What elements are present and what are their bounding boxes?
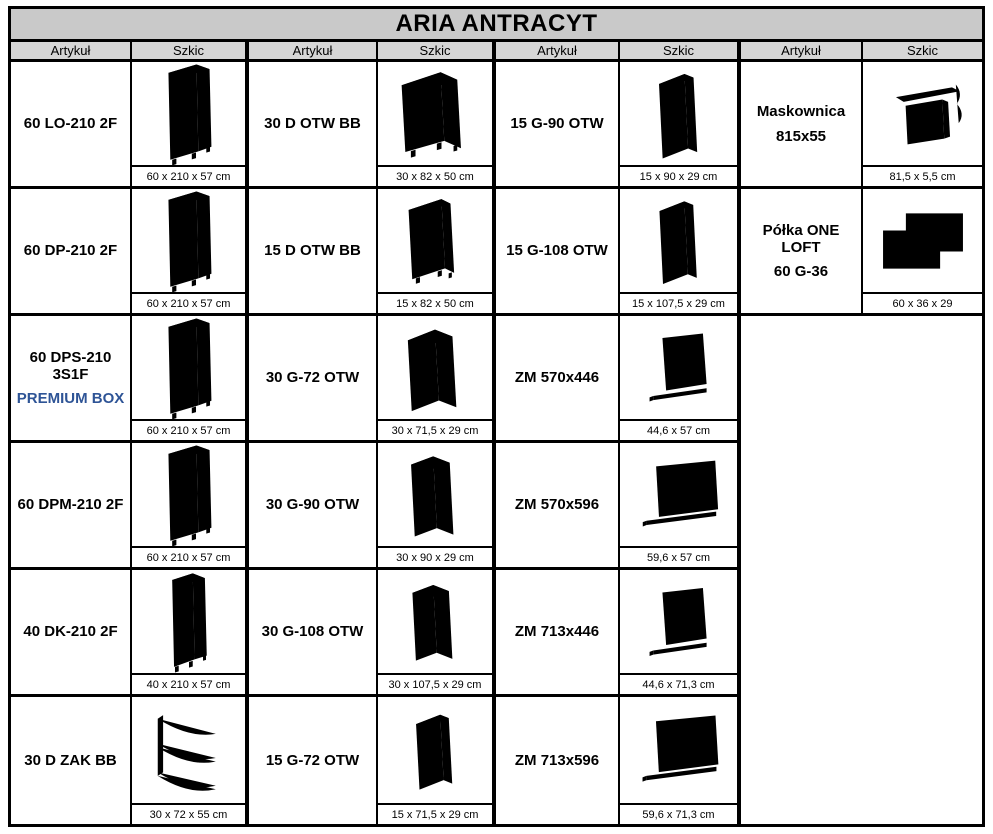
tall-cabinet-sketch-icon — [158, 62, 220, 171]
sketch-dimensions: 60 x 36 x 29 — [863, 292, 982, 313]
article-code: 60 DPS-210 3S1F — [29, 348, 112, 383]
article-code-line2: 815x55 — [775, 127, 827, 145]
article-cell — [249, 697, 378, 824]
sketch-cell — [378, 443, 496, 570]
sketch-cell — [620, 443, 741, 570]
sketch-area — [378, 316, 492, 419]
sketch-area — [378, 443, 492, 546]
frame-shelf-sketch-icon — [869, 202, 977, 280]
sketch-cell — [620, 316, 741, 443]
sketch-dimensions: 15 x 107,5 x 29 cm — [620, 292, 737, 313]
sketch-dimensions: 40 x 210 x 57 cm — [132, 673, 245, 694]
article-cell — [249, 443, 378, 570]
cover-strip-sketch-icon — [867, 65, 979, 162]
sketch-dimensions: 44,6 x 71,3 cm — [620, 673, 737, 694]
sketch-area — [620, 570, 737, 673]
article-cell — [11, 570, 132, 697]
article-code-line2: 60 G-36 — [773, 263, 829, 281]
column-header-artykul-2: Artykuł — [249, 42, 378, 62]
article-cell — [496, 62, 620, 189]
column-header-szkic-3: Szkic — [620, 42, 741, 62]
article-code: 30 D ZAK BB — [24, 751, 117, 769]
appliance-panel-wide-sketch-icon — [631, 454, 727, 536]
sketch-dimensions: 60 x 210 x 57 cm — [132, 165, 245, 186]
column-header-szkic-2: Szkic — [378, 42, 496, 62]
sketch-area — [620, 316, 737, 419]
sketch-area — [620, 189, 737, 292]
sketch-dimensions: 30 x 71,5 x 29 cm — [378, 419, 492, 440]
corner-open-shelf-sketch-icon — [143, 700, 235, 800]
sketch-cell — [132, 62, 249, 189]
sketch-dimensions: 59,6 x 71,3 cm — [620, 803, 737, 824]
sketch-cell — [378, 697, 496, 824]
article-code: ZM 713x446 — [514, 623, 600, 641]
article-cell — [11, 189, 132, 316]
sketch-area — [863, 189, 982, 292]
sketch-cell — [378, 316, 496, 443]
sketch-dimensions: 30 x 72 x 55 cm — [132, 803, 245, 824]
article-premium-label: PREMIUM BOX — [16, 390, 125, 408]
article-cell — [11, 443, 132, 570]
article-code: 15 G-108 OTW — [506, 242, 608, 260]
base-open-cabinet-narrow-sketch-icon — [394, 190, 476, 292]
catalog-table — [8, 42, 985, 827]
sketch-area — [378, 697, 492, 803]
sketch-cell — [378, 62, 496, 189]
wall-open-cabinet-3-sketch-icon — [396, 319, 474, 416]
article-code: 30 G-108 OTW — [261, 623, 364, 641]
sketch-area — [132, 570, 245, 673]
article-code: Maskownica — [756, 103, 846, 121]
sketch-area — [132, 316, 245, 419]
article-cell — [496, 570, 620, 697]
sketch-cell — [620, 697, 741, 824]
article-code: 60 LO-210 2F — [23, 115, 118, 133]
sketch-dimensions: 30 x 90 x 29 cm — [378, 546, 492, 567]
article-cell — [741, 189, 863, 316]
sketch-cell — [132, 316, 249, 443]
sketch-dimensions: 60 x 210 x 57 cm — [132, 292, 245, 313]
sketch-dimensions: 15 x 71,5 x 29 cm — [378, 803, 492, 824]
article-code: 15 G-72 OTW — [265, 751, 360, 769]
column-header-szkic-4: Szkic — [863, 42, 982, 62]
sketch-dimensions: 15 x 90 x 29 cm — [620, 165, 737, 186]
article-code: Półka ONE LOFT — [762, 221, 840, 256]
sketch-dimensions: 81,5 x 5,5 cm — [863, 165, 982, 186]
article-code: 30 G-90 OTW — [265, 496, 360, 514]
article-cell — [496, 697, 620, 824]
sketch-dimensions: 15 x 82 x 50 cm — [378, 292, 492, 313]
page-title: ARIA ANTRACYT — [8, 6, 985, 42]
column-header-artykul-1: Artykuł — [11, 42, 132, 62]
column-header-artykul-3: Artykuł — [496, 42, 620, 62]
sketch-cell — [378, 189, 496, 316]
sketch-area — [620, 697, 737, 803]
sketch-cell — [620, 189, 741, 316]
article-code: 15 D OTW BB — [264, 242, 361, 260]
tall-oven-drawers-cabinet-sketch-icon — [158, 316, 220, 425]
sketch-area — [132, 697, 245, 803]
article-code: ZM 570x446 — [514, 369, 600, 387]
article-cell — [496, 316, 620, 443]
sketch-area — [378, 570, 492, 673]
article-code: 30 D OTW BB — [264, 115, 361, 133]
sketch-area — [132, 443, 245, 546]
article-code: 15 G-90 OTW — [510, 115, 604, 133]
sketch-area — [132, 189, 245, 292]
article-cell — [11, 62, 132, 189]
sketch-cell — [132, 189, 249, 316]
empty-region — [741, 316, 982, 824]
sketch-area — [378, 62, 492, 165]
sketch-area — [620, 443, 737, 546]
wall-open-cabinet-4-tall-sketch-icon — [402, 570, 468, 673]
sketch-dimensions: 60 x 210 x 57 cm — [132, 546, 245, 567]
sketch-area — [132, 62, 245, 165]
sketch-area — [620, 62, 737, 165]
sketch-cell — [620, 570, 741, 697]
sketch-cell — [378, 570, 496, 697]
sketch-dimensions: 30 x 107,5 x 29 cm — [378, 673, 492, 694]
column-header-artykul-4: Artykuł — [741, 42, 863, 62]
tall-cabinet-narrow-sketch-icon — [162, 570, 216, 679]
wall-open-cabinet-4-sketch-icon — [400, 446, 470, 544]
sketch-dimensions: 30 x 82 x 50 cm — [378, 165, 492, 186]
appliance-panel-sketch-icon — [633, 577, 725, 667]
sketch-dimensions: 60 x 210 x 57 cm — [132, 419, 245, 440]
appliance-panel-sketch-icon — [633, 325, 725, 410]
sketch-cell — [132, 570, 249, 697]
article-code: 60 DPM-210 2F — [17, 496, 124, 514]
wall-open-cabinet-tall-sketch-icon — [647, 189, 711, 292]
article-cell — [11, 316, 132, 443]
sketch-cell — [132, 443, 249, 570]
article-cell — [249, 316, 378, 443]
appliance-panel-wide-sketch-icon — [631, 708, 727, 792]
article-cell — [496, 443, 620, 570]
base-open-cabinet-sketch-icon — [388, 63, 482, 165]
sketch-dimensions: 44,6 x 57 cm — [620, 419, 737, 440]
article-code: 60 DP-210 2F — [23, 242, 118, 260]
column-header-szkic-1: Szkic — [132, 42, 249, 62]
sketch-cell — [863, 189, 982, 316]
sketch-cell — [132, 697, 249, 824]
sketch-area — [863, 62, 982, 165]
article-cell — [741, 62, 863, 189]
article-cell — [249, 62, 378, 189]
wall-open-cabinet-narrow-sketch-icon — [404, 704, 466, 796]
article-code: ZM 570x596 — [514, 496, 600, 514]
article-cell — [496, 189, 620, 316]
sketch-dimensions: 59,6 x 57 cm — [620, 546, 737, 567]
article-code: 40 DK-210 2F — [23, 623, 118, 641]
article-cell — [249, 570, 378, 697]
article-cell — [249, 189, 378, 316]
article-cell — [11, 697, 132, 824]
tall-oven-cabinet-mid-sketch-icon — [158, 443, 220, 552]
article-code: ZM 713x596 — [514, 751, 600, 769]
article-code: 30 G-72 OTW — [265, 369, 360, 387]
wall-open-cabinet-sketch-icon — [646, 64, 712, 164]
tall-oven-cabinet-sketch-icon — [158, 189, 220, 298]
sketch-cell — [863, 62, 982, 189]
sketch-cell — [620, 62, 741, 189]
sketch-area — [378, 189, 492, 292]
